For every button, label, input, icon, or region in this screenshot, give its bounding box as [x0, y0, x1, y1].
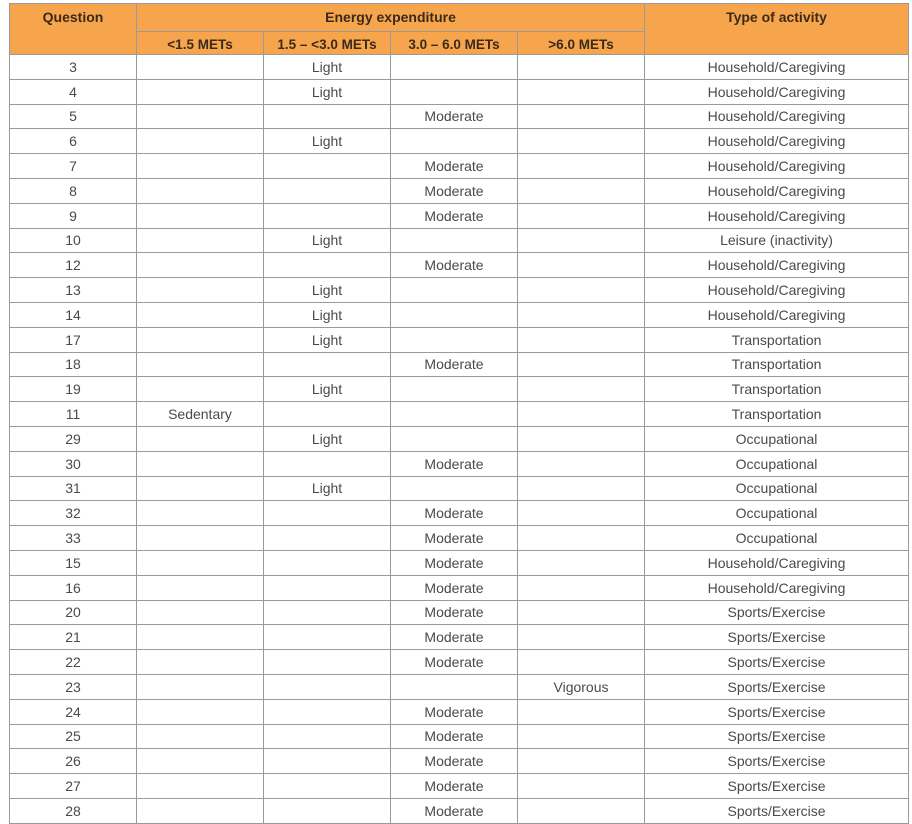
sedentary-cell: [137, 178, 264, 203]
sedentary-cell: [137, 774, 264, 799]
moderate-cell: Moderate: [391, 550, 518, 575]
moderate-cell: Moderate: [391, 104, 518, 129]
question-cell: 28: [10, 798, 137, 823]
vigorous-cell: [518, 625, 645, 650]
moderate-cell: Moderate: [391, 575, 518, 600]
light-cell: Light: [264, 129, 391, 154]
question-cell: 20: [10, 600, 137, 625]
activity-type-cell: Occupational: [645, 476, 909, 501]
activity-type-cell: Household/Caregiving: [645, 55, 909, 80]
moderate-cell: Moderate: [391, 749, 518, 774]
moderate-cell: [391, 302, 518, 327]
light-cell: Light: [264, 55, 391, 80]
table-row: [10, 426, 909, 451]
light-cell: [264, 774, 391, 799]
vigorous-cell: [518, 402, 645, 427]
sedentary-cell: [137, 699, 264, 724]
question-cell: 9: [10, 203, 137, 228]
moderate-cell: Moderate: [391, 253, 518, 278]
table-body: [10, 55, 909, 824]
question-cell: 21: [10, 625, 137, 650]
question-cell: 26: [10, 749, 137, 774]
vigorous-cell: Vigorous: [518, 674, 645, 699]
table-row: [10, 203, 909, 228]
vigorous-cell: [518, 650, 645, 675]
sedentary-cell: [137, 278, 264, 303]
activity-type-cell: Household/Caregiving: [645, 278, 909, 303]
light-cell: [264, 674, 391, 699]
table-row: [10, 377, 909, 402]
table-row: [10, 104, 909, 129]
question-cell: 23: [10, 674, 137, 699]
light-cell: Light: [264, 426, 391, 451]
activity-type-cell: Sports/Exercise: [645, 774, 909, 799]
light-cell: [264, 352, 391, 377]
vigorous-cell: [518, 377, 645, 402]
light-cell: [264, 600, 391, 625]
vigorous-cell: [518, 352, 645, 377]
question-cell: 24: [10, 699, 137, 724]
table-row: [10, 154, 909, 179]
table-row: [10, 327, 909, 352]
moderate-cell: Moderate: [391, 203, 518, 228]
question-cell: 10: [10, 228, 137, 253]
light-cell: [264, 253, 391, 278]
sedentary-cell: [137, 228, 264, 253]
question-cell: 13: [10, 278, 137, 303]
activity-type-cell: Household/Caregiving: [645, 575, 909, 600]
light-cell: [264, 526, 391, 551]
sedentary-cell: [137, 253, 264, 278]
moderate-cell: [391, 674, 518, 699]
moderate-cell: [391, 55, 518, 80]
table-row: [10, 600, 909, 625]
light-cell: [264, 724, 391, 749]
activity-type-cell: Transportation: [645, 327, 909, 352]
table-row: [10, 749, 909, 774]
light-cell: Light: [264, 377, 391, 402]
activity-type-cell: Household/Caregiving: [645, 79, 909, 104]
vigorous-cell: [518, 228, 645, 253]
moderate-cell: [391, 476, 518, 501]
light-cell: [264, 104, 391, 129]
light-cell: [264, 650, 391, 675]
sedentary-cell: [137, 625, 264, 650]
vigorous-cell: [518, 526, 645, 551]
light-cell: Light: [264, 278, 391, 303]
question-cell: 27: [10, 774, 137, 799]
activity-type-cell: Transportation: [645, 377, 909, 402]
table-row: [10, 526, 909, 551]
question-cell: 29: [10, 426, 137, 451]
activity-type-cell: Household/Caregiving: [645, 253, 909, 278]
question-cell: 11: [10, 402, 137, 427]
sedentary-cell: [137, 377, 264, 402]
question-cell: 25: [10, 724, 137, 749]
activity-type-cell: Household/Caregiving: [645, 178, 909, 203]
question-cell: 6: [10, 129, 137, 154]
vigorous-cell: [518, 749, 645, 774]
activity-type-cell: Sports/Exercise: [645, 699, 909, 724]
vigorous-cell: [518, 154, 645, 179]
question-cell: 5: [10, 104, 137, 129]
activity-type-cell: Household/Caregiving: [645, 104, 909, 129]
table-row: [10, 228, 909, 253]
sedentary-cell: Sedentary: [137, 402, 264, 427]
moderate-cell: Moderate: [391, 600, 518, 625]
sedentary-cell: [137, 154, 264, 179]
moderate-cell: [391, 228, 518, 253]
table-row: [10, 798, 909, 823]
moderate-cell: Moderate: [391, 526, 518, 551]
sedentary-cell: [137, 129, 264, 154]
sedentary-cell: [137, 600, 264, 625]
light-cell: [264, 203, 391, 228]
sedentary-cell: [137, 526, 264, 551]
vigorous-cell: [518, 104, 645, 129]
activity-type-cell: Sports/Exercise: [645, 674, 909, 699]
moderate-cell: Moderate: [391, 625, 518, 650]
vigorous-cell: [518, 774, 645, 799]
question-cell: 17: [10, 327, 137, 352]
activity-type-cell: Occupational: [645, 426, 909, 451]
table-container: [9, 3, 909, 824]
sedentary-cell: [137, 327, 264, 352]
table-row: [10, 774, 909, 799]
table-header: [10, 4, 909, 55]
sedentary-cell: [137, 426, 264, 451]
question-cell: 31: [10, 476, 137, 501]
vigorous-cell: [518, 278, 645, 303]
activity-type-cell: Transportation: [645, 402, 909, 427]
question-cell: 19: [10, 377, 137, 402]
light-cell: [264, 451, 391, 476]
light-cell: [264, 749, 391, 774]
table-row: [10, 550, 909, 575]
vigorous-cell: [518, 253, 645, 278]
question-cell: 7: [10, 154, 137, 179]
header-met-range: 3.0 – 6.0 METs: [391, 32, 518, 55]
vigorous-cell: [518, 699, 645, 724]
table-row: [10, 451, 909, 476]
light-cell: [264, 798, 391, 823]
question-cell: 8: [10, 178, 137, 203]
moderate-cell: [391, 402, 518, 427]
moderate-cell: Moderate: [391, 724, 518, 749]
sedentary-cell: [137, 476, 264, 501]
vigorous-cell: [518, 550, 645, 575]
light-cell: [264, 575, 391, 600]
light-cell: [264, 550, 391, 575]
vigorous-cell: [518, 129, 645, 154]
moderate-cell: [391, 327, 518, 352]
vigorous-cell: [518, 476, 645, 501]
moderate-cell: [391, 129, 518, 154]
activity-type-cell: Household/Caregiving: [645, 129, 909, 154]
vigorous-cell: [518, 203, 645, 228]
activity-type-cell: Occupational: [645, 501, 909, 526]
activity-type-cell: Occupational: [645, 451, 909, 476]
moderate-cell: Moderate: [391, 699, 518, 724]
activity-type-cell: Household/Caregiving: [645, 154, 909, 179]
moderate-cell: Moderate: [391, 178, 518, 203]
header-question: Question: [10, 4, 137, 55]
light-cell: Light: [264, 79, 391, 104]
table-row: [10, 625, 909, 650]
sedentary-cell: [137, 501, 264, 526]
activity-type-cell: Sports/Exercise: [645, 650, 909, 675]
light-cell: Light: [264, 302, 391, 327]
question-cell: 12: [10, 253, 137, 278]
moderate-cell: Moderate: [391, 451, 518, 476]
activity-type-cell: Transportation: [645, 352, 909, 377]
vigorous-cell: [518, 724, 645, 749]
light-cell: [264, 501, 391, 526]
sedentary-cell: [137, 104, 264, 129]
moderate-cell: Moderate: [391, 352, 518, 377]
vigorous-cell: [518, 575, 645, 600]
table-row: [10, 476, 909, 501]
question-cell: 30: [10, 451, 137, 476]
table-row: [10, 253, 909, 278]
sedentary-cell: [137, 724, 264, 749]
activity-type-cell: Sports/Exercise: [645, 724, 909, 749]
light-cell: Light: [264, 228, 391, 253]
vigorous-cell: [518, 79, 645, 104]
light-cell: [264, 402, 391, 427]
light-cell: [264, 178, 391, 203]
activity-type-cell: Sports/Exercise: [645, 749, 909, 774]
activity-type-cell: Sports/Exercise: [645, 625, 909, 650]
vigorous-cell: [518, 798, 645, 823]
moderate-cell: Moderate: [391, 501, 518, 526]
light-cell: Light: [264, 327, 391, 352]
vigorous-cell: [518, 600, 645, 625]
vigorous-cell: [518, 426, 645, 451]
moderate-cell: Moderate: [391, 798, 518, 823]
sedentary-cell: [137, 451, 264, 476]
table-row: [10, 79, 909, 104]
header-energy-expenditure: Energy expenditure: [137, 4, 645, 32]
activity-type-cell: Household/Caregiving: [645, 203, 909, 228]
vigorous-cell: [518, 178, 645, 203]
table-row: [10, 352, 909, 377]
activity-type-cell: Household/Caregiving: [645, 302, 909, 327]
sedentary-cell: [137, 575, 264, 600]
sedentary-cell: [137, 674, 264, 699]
moderate-cell: [391, 426, 518, 451]
sedentary-cell: [137, 302, 264, 327]
header-met-range: <1.5 METs: [137, 32, 264, 55]
sedentary-cell: [137, 650, 264, 675]
table-row: [10, 575, 909, 600]
question-cell: 3: [10, 55, 137, 80]
table-row: [10, 129, 909, 154]
sedentary-cell: [137, 798, 264, 823]
sedentary-cell: [137, 55, 264, 80]
activity-type-cell: Sports/Exercise: [645, 600, 909, 625]
sedentary-cell: [137, 79, 264, 104]
light-cell: [264, 625, 391, 650]
moderate-cell: Moderate: [391, 774, 518, 799]
activity-type-cell: Leisure (inactivity): [645, 228, 909, 253]
vigorous-cell: [518, 302, 645, 327]
vigorous-cell: [518, 501, 645, 526]
question-cell: 18: [10, 352, 137, 377]
activity-type-cell: Sports/Exercise: [645, 798, 909, 823]
question-cell: 14: [10, 302, 137, 327]
question-cell: 22: [10, 650, 137, 675]
vigorous-cell: [518, 451, 645, 476]
light-cell: [264, 154, 391, 179]
activity-type-cell: Household/Caregiving: [645, 550, 909, 575]
moderate-cell: Moderate: [391, 650, 518, 675]
question-cell: 32: [10, 501, 137, 526]
sedentary-cell: [137, 550, 264, 575]
moderate-cell: Moderate: [391, 154, 518, 179]
light-cell: [264, 699, 391, 724]
table-row: [10, 650, 909, 675]
vigorous-cell: [518, 327, 645, 352]
light-cell: Light: [264, 476, 391, 501]
moderate-cell: [391, 377, 518, 402]
header-met-range: >6.0 METs: [518, 32, 645, 55]
moderate-cell: [391, 79, 518, 104]
table-row: [10, 55, 909, 80]
table-row: [10, 724, 909, 749]
table-row: [10, 302, 909, 327]
question-cell: 16: [10, 575, 137, 600]
moderate-cell: [391, 278, 518, 303]
energy-expenditure-table: [9, 3, 909, 824]
table-row: [10, 501, 909, 526]
question-cell: 15: [10, 550, 137, 575]
table-row: [10, 278, 909, 303]
question-cell: 4: [10, 79, 137, 104]
table-row: [10, 699, 909, 724]
table-row: [10, 674, 909, 699]
sedentary-cell: [137, 203, 264, 228]
sedentary-cell: [137, 749, 264, 774]
table-row: [10, 402, 909, 427]
header-met-range: 1.5 – <3.0 METs: [264, 32, 391, 55]
sedentary-cell: [137, 352, 264, 377]
header-type-of-activity: Type of activity: [645, 4, 909, 55]
question-cell: 33: [10, 526, 137, 551]
activity-type-cell: Occupational: [645, 526, 909, 551]
table-row: [10, 178, 909, 203]
vigorous-cell: [518, 55, 645, 80]
